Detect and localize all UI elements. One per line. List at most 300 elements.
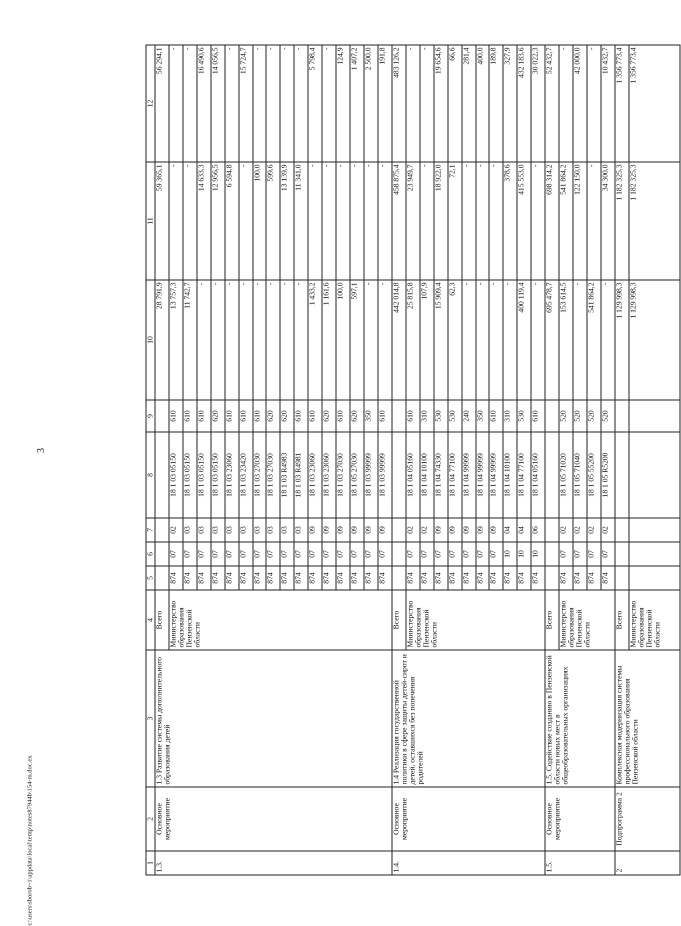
rz-cell: 07: [364, 542, 378, 566]
rz-cell: 07: [489, 542, 503, 566]
csr-cell: 18 1 04 77100: [448, 432, 462, 518]
pr-cell: 09: [462, 518, 476, 542]
rz-cell: 07: [378, 542, 392, 566]
v11-cell: 34 300,0: [601, 162, 615, 280]
rz-cell: 07: [406, 542, 420, 566]
v12-cell: 1 356 773,4: [615, 45, 629, 162]
grbs-cell: 874: [462, 566, 476, 590]
grbs-cell: 874: [211, 566, 225, 590]
pr-cell: 03: [280, 518, 294, 542]
pr-cell: 09: [434, 518, 448, 542]
v11-cell: -: [308, 162, 322, 280]
v11-cell: 12 956,5: [211, 162, 225, 280]
pr-cell: 03: [239, 518, 253, 542]
pr-cell: 09: [308, 518, 322, 542]
pr-cell: 09: [336, 518, 350, 542]
rz-cell: [615, 542, 629, 566]
v10-cell: 541 864,2: [587, 280, 601, 400]
v10-cell: 695 478,7: [545, 280, 559, 400]
vr-cell: 620: [266, 400, 280, 432]
v11-cell: -: [476, 162, 490, 280]
rz-cell: 07: [420, 542, 434, 566]
v12-cell: 281,4: [462, 45, 476, 162]
v11-cell: 23 949,7: [406, 162, 420, 280]
event-name-cell: 1.5. Содействие созданию в Пензенской области новых мест в общеобразовательных организациях: [545, 650, 615, 787]
v10-cell: 62,3: [448, 280, 462, 400]
v10-cell: 153 614,5: [559, 280, 573, 400]
vr-cell: [629, 400, 680, 432]
pr-cell: 04: [503, 518, 517, 542]
vr-cell: 610: [183, 400, 197, 432]
vr-cell: 610: [489, 400, 503, 432]
vr-cell: 310: [420, 400, 434, 432]
v10-cell: -: [364, 280, 378, 400]
pr-cell: 03: [225, 518, 239, 542]
v12-cell: -: [225, 45, 239, 162]
v12-cell: 327,9: [503, 45, 517, 162]
v12-cell: -: [406, 45, 420, 162]
grbs-cell: 874: [183, 566, 197, 590]
v10-cell: -: [266, 280, 280, 400]
pr-cell: 02: [169, 518, 183, 542]
vr-cell: 530: [448, 400, 462, 432]
v12-cell: 52 432,7: [545, 45, 559, 162]
rz-cell: 07: [266, 542, 280, 566]
column-number-cell: 8: [146, 432, 155, 518]
v12-cell: 56 294,1: [155, 45, 169, 162]
v12-cell: 5 798,4: [308, 45, 322, 162]
v10-cell: -: [489, 280, 503, 400]
row-number-cell: 1.4.: [392, 851, 545, 875]
v10-cell: 1 129 998,3: [615, 280, 629, 400]
v12-cell: 19 654,6: [434, 45, 448, 162]
v12-cell: -: [322, 45, 336, 162]
v12-cell: 2 500,0: [364, 45, 378, 162]
v11-cell: -: [531, 162, 545, 280]
v11-cell: 72,1: [448, 162, 462, 280]
csr-cell: 18 1 05 71040: [573, 432, 587, 518]
v12-cell: -: [559, 45, 573, 162]
vr-cell: 520: [559, 400, 573, 432]
csr-cell: 18 1 03 27030: [266, 432, 280, 518]
pr-cell: 09: [476, 518, 490, 542]
executor-cell: Министерство образования Пензенской области: [559, 590, 615, 650]
pr-cell: 09: [378, 518, 392, 542]
pr-cell: 09: [364, 518, 378, 542]
v11-cell: 378,6: [503, 162, 517, 280]
v12-cell: 483 126,2: [392, 45, 406, 162]
rz-cell: 07: [183, 542, 197, 566]
v11-cell: 14 633,3: [197, 162, 211, 280]
executor-cell: Министерство образования Пензенской области: [406, 590, 545, 650]
v12-cell: 191,8: [378, 45, 392, 162]
v10-cell: 107,9: [420, 280, 434, 400]
pr-cell: 03: [197, 518, 211, 542]
v11-cell: -: [350, 162, 364, 280]
v12-cell: 189,8: [489, 45, 503, 162]
v11-cell: 59 365,1: [155, 162, 169, 280]
budget-table-container: [146, 46, 681, 876]
vr-cell: 620: [280, 400, 294, 432]
v11-cell: -: [462, 162, 476, 280]
v10-cell: -: [294, 280, 308, 400]
pr-cell: [545, 518, 559, 542]
vr-cell: 610: [239, 400, 253, 432]
v10-cell: 25 815,8: [406, 280, 420, 400]
csr-cell: 18 1 05 71020: [559, 432, 573, 518]
grbs-cell: 874: [503, 566, 517, 590]
v10-cell: -: [601, 280, 615, 400]
v10-cell: -: [280, 280, 294, 400]
v10-cell: -: [225, 280, 239, 400]
v11-cell: 1 182 325,3: [615, 162, 629, 280]
pr-cell: 02: [559, 518, 573, 542]
csr-cell: 18 1 03 R4983: [280, 432, 294, 518]
rz-cell: 07: [336, 542, 350, 566]
csr-cell: 18 1 05 R5200: [601, 432, 615, 518]
csr-cell: 18 1 03 27030: [336, 432, 350, 518]
v11-cell: -: [322, 162, 336, 280]
csr-cell: 18 1 04 77100: [517, 432, 531, 518]
pr-cell: 09: [350, 518, 364, 542]
csr-cell: 18 1 03 27030: [253, 432, 267, 518]
grbs-cell: 874: [559, 566, 573, 590]
csr-cell: 18 1 04 99999: [489, 432, 503, 518]
v11-cell: -: [183, 162, 197, 280]
rz-cell: [629, 542, 680, 566]
rz-cell: 07: [280, 542, 294, 566]
csr-cell: [615, 432, 629, 518]
v10-cell: 15 909,4: [434, 280, 448, 400]
grbs-cell: 874: [350, 566, 364, 590]
rz-cell: 07: [448, 542, 462, 566]
v10-cell: 13 757,3: [169, 280, 183, 400]
vr-cell: 240: [462, 400, 476, 432]
v11-cell: -: [489, 162, 503, 280]
pr-cell: 02: [420, 518, 434, 542]
table-row: [155, 45, 169, 875]
vr-cell: 620: [211, 400, 225, 432]
grbs-cell: 874: [434, 566, 448, 590]
v10-cell: -: [197, 280, 211, 400]
v12-cell: -: [253, 45, 267, 162]
csr-cell: 18 1 03 23420: [239, 432, 253, 518]
v12-cell: 1 356 773,4: [629, 45, 680, 162]
grbs-cell: [545, 566, 559, 590]
file-path-footer: c:\users\sborob~1\appdata\local\temp\notes87944b\154-m.doc.ex: [26, 755, 34, 926]
csr-cell: 18 1 03 05150: [169, 432, 183, 518]
v12-cell: -: [294, 45, 308, 162]
vr-cell: 350: [476, 400, 490, 432]
v11-cell: 18 922,0: [434, 162, 448, 280]
v12-cell: 66,6: [448, 45, 462, 162]
rz-cell: [392, 542, 406, 566]
table-row: [615, 45, 629, 875]
v12-cell: -: [280, 45, 294, 162]
v10-cell: 1 433,2: [308, 280, 322, 400]
vr-cell: 610: [197, 400, 211, 432]
pr-cell: 06: [531, 518, 545, 542]
csr-cell: [629, 432, 680, 518]
vr-cell: 610: [531, 400, 545, 432]
grbs-cell: 874: [517, 566, 531, 590]
v10-cell: -: [531, 280, 545, 400]
rz-cell: 07: [476, 542, 490, 566]
vr-cell: 520: [587, 400, 601, 432]
pr-cell: [155, 518, 169, 542]
v10-cell: 100,0: [336, 280, 350, 400]
csr-cell: 18 1 04 05160: [531, 432, 545, 518]
csr-cell: 18 1 04 99999: [462, 432, 476, 518]
grbs-cell: [155, 566, 169, 590]
v11-cell: 541 864,2: [559, 162, 573, 280]
grbs-cell: 874: [169, 566, 183, 590]
rz-cell: 10: [503, 542, 517, 566]
column-number-cell: 6: [146, 542, 155, 566]
executor-cell: Всего: [615, 590, 629, 650]
grbs-cell: 874: [308, 566, 322, 590]
v12-cell: -: [266, 45, 280, 162]
vr-cell: [615, 400, 629, 432]
pr-cell: 09: [448, 518, 462, 542]
executor-cell: Всего: [155, 590, 169, 650]
v12-cell: -: [169, 45, 183, 162]
executor-cell: Всего: [545, 590, 559, 650]
v12-cell: 42 000,0: [573, 45, 587, 162]
csr-cell: 18 1 04 74330: [434, 432, 448, 518]
v12-cell: 14 056,5: [211, 45, 225, 162]
event-type-cell: Основное мероприятие: [392, 787, 545, 851]
executor-cell: Министерство образования Пензенской области: [629, 590, 680, 650]
csr-cell: 18 1 03 23060: [225, 432, 239, 518]
vr-cell: 620: [322, 400, 336, 432]
rz-cell: 07: [601, 542, 615, 566]
rz-cell: 07: [253, 542, 267, 566]
rz-cell: [545, 542, 559, 566]
grbs-cell: 874: [336, 566, 350, 590]
grbs-cell: 874: [266, 566, 280, 590]
rz-cell: 07: [211, 542, 225, 566]
grbs-cell: 874: [364, 566, 378, 590]
v10-cell: 1 129 998,3: [629, 280, 680, 400]
v12-cell: 10 432,7: [601, 45, 615, 162]
csr-cell: [545, 432, 559, 518]
v10-cell: -: [378, 280, 392, 400]
rz-cell: 07: [587, 542, 601, 566]
rz-cell: 07: [322, 542, 336, 566]
row-number-cell: 1.5.: [545, 851, 615, 875]
vr-cell: [155, 400, 169, 432]
grbs-cell: 874: [448, 566, 462, 590]
v11-cell: 1 182 325,3: [629, 162, 680, 280]
table-body: [155, 45, 680, 875]
v12-cell: 124,9: [336, 45, 350, 162]
vr-cell: 610: [253, 400, 267, 432]
grbs-cell: [392, 566, 406, 590]
column-number-cell: 12: [146, 45, 155, 162]
v10-cell: 1 161,6: [322, 280, 336, 400]
v10-cell: 28 791,9: [155, 280, 169, 400]
v10-cell: -: [573, 280, 587, 400]
vr-cell: 350: [364, 400, 378, 432]
vr-cell: 530: [517, 400, 531, 432]
v12-cell: 432 183,6: [517, 45, 531, 162]
pr-cell: 03: [211, 518, 225, 542]
pr-cell: 09: [489, 518, 503, 542]
grbs-cell: 874: [420, 566, 434, 590]
row-number-cell: 2: [615, 851, 680, 875]
pr-cell: 02: [587, 518, 601, 542]
v12-cell: -: [420, 45, 434, 162]
v10-cell: 597,1: [350, 280, 364, 400]
column-number-cell: 3: [146, 650, 155, 787]
vr-cell: 620: [350, 400, 364, 432]
vr-cell: 530: [434, 400, 448, 432]
csr-cell: 18 1 03 R4981: [294, 432, 308, 518]
v11-cell: 6 594,8: [225, 162, 239, 280]
v11-cell: 13 139,9: [280, 162, 294, 280]
v12-cell: -: [183, 45, 197, 162]
v11-cell: 599,6: [266, 162, 280, 280]
grbs-cell: 874: [489, 566, 503, 590]
row-number-cell: 1.3.: [155, 851, 392, 875]
csr-cell: 18 1 03 05150: [183, 432, 197, 518]
v12-cell: 30 022,3: [531, 45, 545, 162]
csr-cell: 18 1 03 23060: [308, 432, 322, 518]
vr-cell: 520: [601, 400, 615, 432]
v10-cell: 442 014,8: [392, 280, 406, 400]
event-type-cell: Основное мероприятие: [545, 787, 615, 851]
grbs-cell: 874: [280, 566, 294, 590]
grbs-cell: 874: [239, 566, 253, 590]
pr-cell: 09: [322, 518, 336, 542]
rz-cell: [155, 542, 169, 566]
rz-cell: 07: [225, 542, 239, 566]
csr-cell: 18 1 05 27030: [350, 432, 364, 518]
vr-cell: 610: [308, 400, 322, 432]
rz-cell: 10: [517, 542, 531, 566]
v10-cell: 400 119,4: [517, 280, 531, 400]
pr-cell: 03: [266, 518, 280, 542]
csr-cell: 18 1 04 99999: [476, 432, 490, 518]
vr-cell: 610: [378, 400, 392, 432]
grbs-cell: 874: [322, 566, 336, 590]
vr-cell: [545, 400, 559, 432]
v10-cell: 11 742,7: [183, 280, 197, 400]
grbs-cell: 874: [587, 566, 601, 590]
column-number-cell: 4: [146, 590, 155, 650]
v10-cell: -: [211, 280, 225, 400]
rz-cell: 07: [573, 542, 587, 566]
grbs-cell: 874: [197, 566, 211, 590]
grbs-cell: 874: [476, 566, 490, 590]
csr-cell: 18 1 04 10100: [503, 432, 517, 518]
v11-cell: -: [378, 162, 392, 280]
csr-cell: 18 1 04 05160: [406, 432, 420, 518]
v10-cell: -: [253, 280, 267, 400]
csr-cell: 18 1 03 99999: [378, 432, 392, 518]
v12-cell: 15 724,7: [239, 45, 253, 162]
csr-cell: [155, 432, 169, 518]
v11-cell: -: [420, 162, 434, 280]
rz-cell: 07: [462, 542, 476, 566]
grbs-cell: [629, 566, 680, 590]
v11-cell: -: [239, 162, 253, 280]
rz-cell: 07: [434, 542, 448, 566]
page-number: 3: [36, 448, 47, 453]
vr-cell: 310: [503, 400, 517, 432]
rz-cell: 07: [169, 542, 183, 566]
csr-cell: 18 1 04 10100: [420, 432, 434, 518]
table-row: [545, 45, 559, 875]
budget-table: [146, 45, 681, 876]
csr-cell: 18 1 03 05150: [197, 432, 211, 518]
v10-cell: -: [476, 280, 490, 400]
v10-cell: -: [503, 280, 517, 400]
v11-cell: 458 875,4: [392, 162, 406, 280]
column-number-cell: 7: [146, 518, 155, 542]
column-number-cell: 1: [146, 851, 155, 875]
grbs-cell: 874: [531, 566, 545, 590]
csr-cell: 18 1 03 05150: [211, 432, 225, 518]
v12-cell: 400,0: [476, 45, 490, 162]
csr-cell: 18 1 03 23060: [322, 432, 336, 518]
v11-cell: -: [336, 162, 350, 280]
pr-cell: [392, 518, 406, 542]
rz-cell: 07: [350, 542, 364, 566]
vr-cell: 610: [406, 400, 420, 432]
v12-cell: 1 407,2: [350, 45, 364, 162]
rz-cell: 07: [308, 542, 322, 566]
pr-cell: 03: [253, 518, 267, 542]
v11-cell: 100,0: [253, 162, 267, 280]
v11-cell: -: [169, 162, 183, 280]
rz-cell: 07: [239, 542, 253, 566]
v11-cell: 11 341,0: [294, 162, 308, 280]
grbs-cell: 874: [253, 566, 267, 590]
rz-cell: 10: [531, 542, 545, 566]
vr-cell: [392, 400, 406, 432]
event-type-cell: Основное мероприятие: [155, 787, 392, 851]
executor-cell: Министерство образования Пензенской области: [169, 590, 392, 650]
column-number-cell: 2: [146, 787, 155, 851]
executor-cell: Всего: [392, 590, 406, 650]
pr-cell: [629, 518, 680, 542]
grbs-cell: 874: [294, 566, 308, 590]
pr-cell: [615, 518, 629, 542]
v10-cell: -: [239, 280, 253, 400]
pr-cell: 02: [406, 518, 420, 542]
vr-cell: 610: [294, 400, 308, 432]
csr-cell: [392, 432, 406, 518]
vr-cell: 610: [336, 400, 350, 432]
v11-cell: -: [587, 162, 601, 280]
pr-cell: 03: [183, 518, 197, 542]
pr-cell: 02: [573, 518, 587, 542]
rz-cell: 07: [197, 542, 211, 566]
v11-cell: -: [364, 162, 378, 280]
column-number-cell: 11: [146, 162, 155, 280]
grbs-cell: 874: [225, 566, 239, 590]
grbs-cell: [615, 566, 629, 590]
vr-cell: 610: [225, 400, 239, 432]
event-name-cell: Комплексная модернизация системы профессионального образования Пензенской области: [615, 650, 680, 787]
column-number-cell: 10: [146, 280, 155, 400]
csr-cell: 18 1 05 55200: [587, 432, 601, 518]
pr-cell: 03: [294, 518, 308, 542]
v12-cell: -: [587, 45, 601, 162]
pr-cell: 02: [601, 518, 615, 542]
